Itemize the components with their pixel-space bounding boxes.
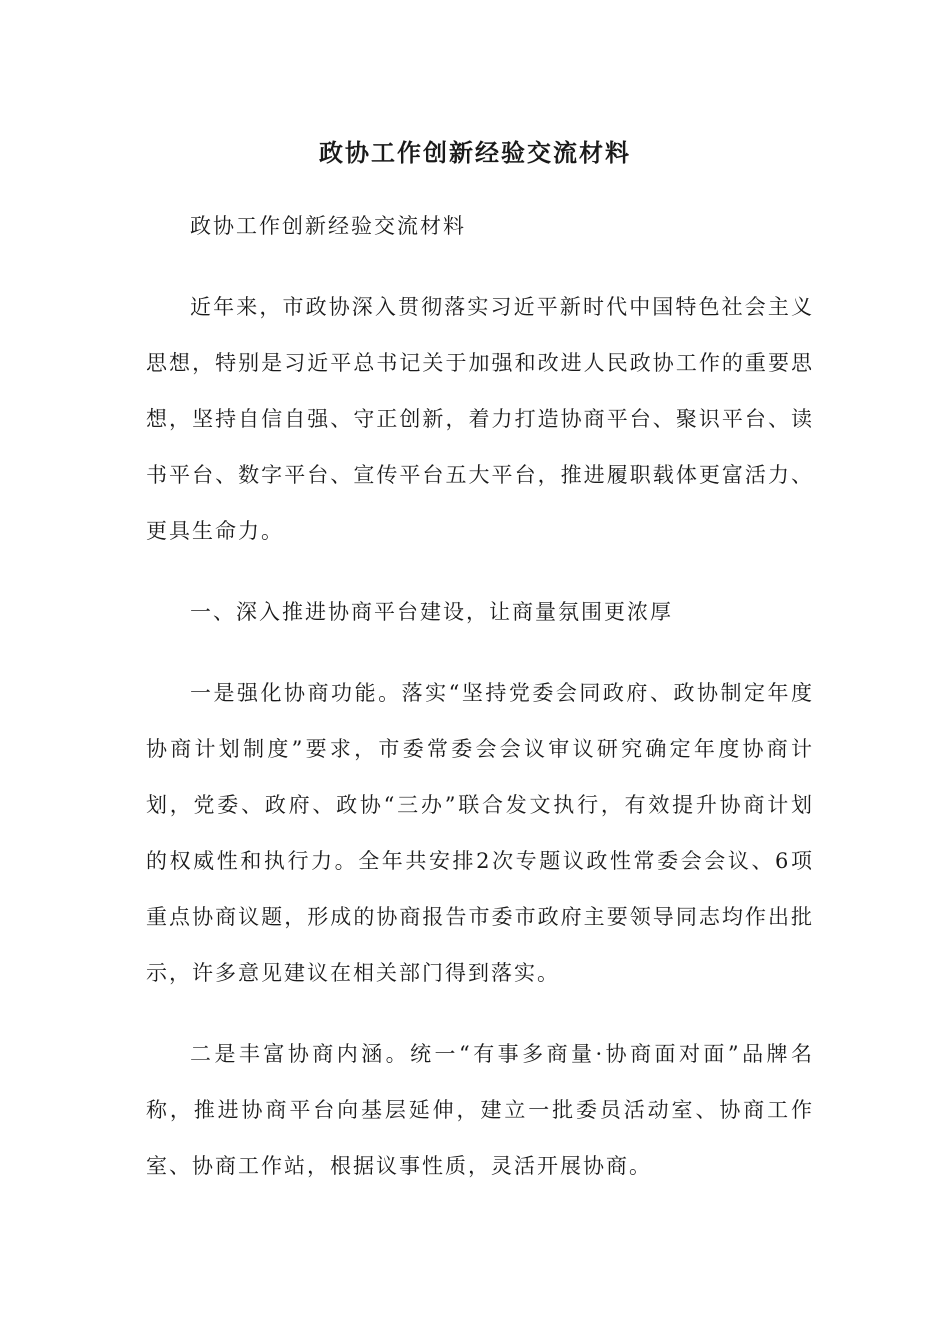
section-heading: 一、深入推进协商平台建设，让商量氛围更浓厚 [190, 600, 673, 624]
subtitle-paragraph: 政协工作创新经验交流材料 [190, 214, 466, 238]
intro-paragraph: 近年来，市政协深入贯彻落实习近平新时代中国特色社会主义思想，特别是习近平总书记关于加强和改进人民政协工作的重要思想，坚持自信自强、守正创新，着力打造协商平台、聚识平台、读书平台、数字平台、宣传平台五大平台，推进履职载体更富活力、更具生命力。 [146, 295, 814, 543]
body-paragraph: 二是丰富协商内涵。统一“有事多商量·协商面对面”品牌名称，推进协商平台向基层延伸，建立一批委员活动室、协商工作室、协商工作站，根据议事性质，灵活开展协商。 [146, 1042, 814, 1178]
body-paragraph: 一是强化协商功能。落实“坚持党委会同政府、政协制定年度协商计划制度”要求，市委常委会会议审议研究确定年度协商计划，党委、政府、政协“三办”联合发文执行，有效提升协商计划的权威性和执行力。全年共安排2次专题议政性常委会会议、6项重点协商议题，形成的协商报告市委市政府主要领导同志均作出批示，许多意见建议在相关部门得到落实。 [146, 681, 814, 985]
document-body [146, 198, 814, 1219]
document-title: 政协工作创新经验交流材料 [319, 138, 631, 167]
